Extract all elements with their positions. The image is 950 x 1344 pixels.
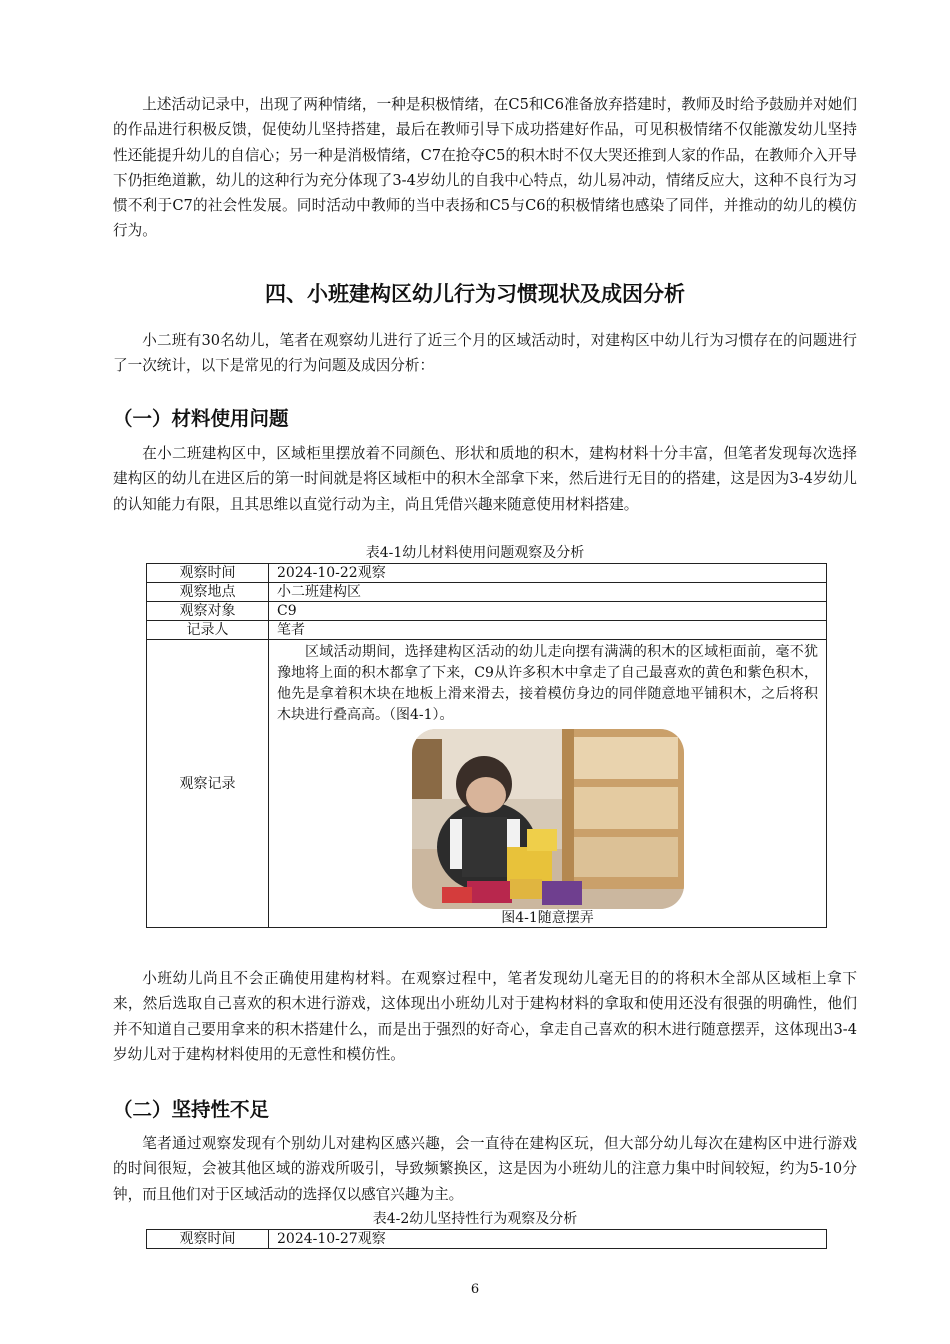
paragraph-intro: 小二班有30名幼儿，笔者在观察幼儿进行了近三个月的区域活动时，对建构区中幼儿行为习惯存在的问题进行了一次统计，以下是常见的行为问题及成因分析： [113, 332, 857, 375]
record-cell [269, 640, 827, 928]
table-caption-2: 表4-2幼儿坚持性行为观察及分析 [372, 1211, 578, 1227]
observation-table [146, 563, 827, 928]
paragraph-persistence: 笔者通过观察发现有个别幼儿对建构区感兴趣，会一直待在建构区玩，但大部分幼儿每次在建构区中进行游戏的时间很短，会被其他区域的游戏所吸引，导致频繁换区，这是因为小班幼儿的注意力集中时间较短，约为5-10分钟，而且他们对于区域活动的选择仅以感官兴趣为主。 [113, 1135, 857, 1203]
record-text: 区域活动期间，选择建构区活动的幼儿走向摆有满满的积木的区域柜面前，毫不犹豫地将上面的积木都拿了下来，C9从许多积木中拿走了自己最喜欢的黄色和紫色积木，他先是拿着积木块在地板上滑来滑去，接着模仿身边的同伴随意地平铺积木，之后将积木块进行叠高高。（图4-1）。 [277, 644, 818, 723]
paragraph-material-analysis: 小班幼儿尚且不会正确使用建构材料。在观察过程中，笔者发现幼儿毫无目的的将积木全部从区域柜上拿下来，然后选取自己喜欢的积木进行游戏，这体现出小班幼儿对于建构材料的拿取和使用还没有很强的明确性，他们并不知道自己要用拿来的积木搭建什么，而是出于强烈的好奇心，拿走自己喜欢的积木进行随意摆弄，这体现出3-4岁幼儿对于建构材料使用的无意性和模仿性。 [113, 970, 857, 1063]
section-heading: 四、小班建构区幼儿行为习惯现状及成因分析 [265, 282, 685, 306]
table-row [147, 621, 827, 640]
subheading-persistence: （二）坚持性不足 [113, 1098, 270, 1121]
row-value: 2024-10-22观察 [269, 564, 827, 583]
row-value: 小二班建构区 [269, 583, 827, 602]
row-value: C9 [269, 602, 827, 621]
row-value: 笔者 [269, 621, 827, 640]
table-row [147, 564, 827, 583]
child-playing-photo [412, 729, 684, 909]
subheading-material-use: （一）材料使用问题 [113, 407, 289, 430]
row-value: 2024-10-27观察 [269, 1230, 827, 1249]
table-row [147, 640, 827, 928]
row-label: 记录人 [147, 621, 269, 640]
observation-table-2 [146, 1229, 827, 1249]
row-label: 观察地点 [147, 583, 269, 602]
table-row [147, 602, 827, 621]
page-number: 6 [470, 1282, 480, 1297]
row-label: 观察对象 [147, 602, 269, 621]
paragraph-material-use: 在小二班建构区中，区域柜里摆放着不同颜色、形状和质地的积木，建构材料十分丰富，但笔者发现每次选择建构区的幼儿在进区后的第一时间就是将区域柜中的积木全部拿下来，然后进行无目的的搭建，这是因为3-4岁幼儿的认知能力有限，且其思维以直觉行动为主，尚且凭借兴趣来随意使用材料搭建。 [113, 445, 857, 513]
table-caption: 表4-1幼儿材料使用问题观察及分析 [365, 545, 585, 561]
row-label: 观察时间 [147, 564, 269, 583]
figure-caption: 图4-1随意摆弄 [501, 910, 594, 926]
table-row [147, 583, 827, 602]
paragraph-emotions: 上述活动记录中，出现了两种情绪，一种是积极情绪，在C5和C6准备放弃搭建时，教师及时给予鼓励并对她们的作品进行积极反馈，促使幼儿坚持搭建，最后在教师引导下成功搭建好作品，可见积极情绪不仅能激发幼儿坚持性还能提升幼儿的自信心；另一种是消极情绪，C7在抢夺C5的积木时不仅大哭还推到人家的作品，在教师介入开导下仍拒绝道歉，幼儿的这种行为充分体现了3-4岁幼儿的自我中心特点，幼儿易冲动，情绪反应大，这种不良行为习惯不利于C7的社会性发展。同时活动中教师的当中表扬和C5与C6的积极情绪也感染了同伴，并推动的幼儿的模仿行为。 [113, 96, 857, 240]
row-label: 观察记录 [147, 640, 269, 928]
table-row [147, 1230, 827, 1249]
row-label: 观察时间 [147, 1230, 269, 1249]
